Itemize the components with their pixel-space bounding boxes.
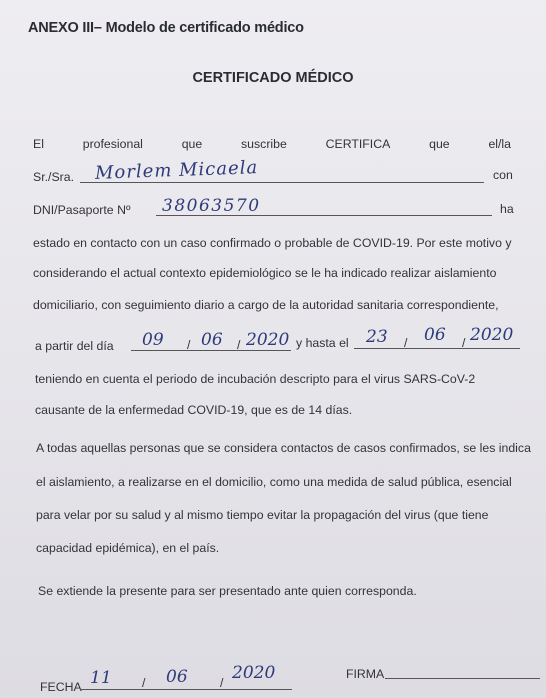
dni-handwritten: 38063570 [162, 196, 261, 216]
signature-line [385, 678, 540, 679]
fecha-day: 11 [90, 668, 112, 688]
body-line: causante de la enfermedad COVID-19, que es de 14 días. [35, 403, 353, 417]
intro-word: CERTIFICA [325, 137, 391, 151]
body-line: estado en contacto con un caso confirmado o probable de COVID-19. Por este motivo y [33, 236, 512, 250]
dates-middle: y hasta el [296, 336, 349, 350]
dni-label: DNI/Pasaporte Nº [33, 203, 131, 217]
intro-word: el/la [488, 137, 511, 151]
body-line: el aislamiento, a realizarse en el domicilio, como una medida de salud pública, esencial [36, 475, 512, 489]
body-line: capacidad epidémica), en el país. [36, 541, 220, 555]
dni-suffix: ha [500, 202, 514, 216]
name-handwritten: Morlem Micaela [94, 157, 259, 184]
from-month: 06 [201, 330, 223, 350]
to-month: 06 [424, 325, 446, 345]
fecha-label: FECHA [40, 680, 82, 694]
certificate-title: CERTIFICADO MÉDICO [192, 70, 354, 86]
firma-label: FIRMA [346, 667, 385, 681]
body-line: A todas aquellas personas que se considera contactos de casos confirmados, se les indica [36, 441, 531, 455]
date-separator: / [404, 336, 408, 350]
intro-word: que [181, 137, 203, 151]
body-line: teniendo en cuenta el periodo de incubación descripto para el virus SARS-CoV-2 [35, 372, 476, 386]
annex-heading: ANEXO III– Modelo de certificado médico [28, 20, 304, 36]
date-separator: / [237, 338, 241, 352]
date-separator: / [462, 336, 466, 350]
intro-word: El [33, 137, 44, 151]
fecha-year: 2020 [232, 663, 276, 683]
date-separator: / [142, 676, 146, 690]
to-day: 23 [366, 327, 388, 347]
name-label: Sr./Sra. [33, 170, 75, 184]
from-date-underline [131, 350, 291, 351]
body-line: domiciliario, con seguimiento diario a cargo de la autoridad sanitaria correspondiente, [33, 298, 499, 312]
from-day: 09 [142, 330, 164, 350]
intro-word: profesional [82, 137, 143, 151]
body-line: considerando el actual contexto epidemiológico se le ha indicado realizar aislamiento [33, 266, 497, 280]
to-date-underline [354, 348, 520, 349]
intro-line [33, 137, 511, 151]
date-separator: / [187, 338, 191, 352]
closing-line: Se extiende la presente para ser presentado ante quien corresponda. [38, 584, 417, 598]
fecha-underline [80, 689, 292, 690]
name-suffix: con [493, 168, 513, 182]
intro-word: que [429, 137, 450, 151]
dates-prefix: a partir del día [35, 339, 114, 353]
body-line: para velar por su salud y al mismo tiempo evitar la propagación del virus (que tiene [36, 508, 489, 522]
date-separator: / [220, 676, 224, 690]
intro-word: suscribe [241, 137, 287, 151]
to-year: 2020 [470, 325, 514, 345]
fecha-month: 06 [166, 667, 188, 687]
from-year: 2020 [246, 330, 290, 350]
